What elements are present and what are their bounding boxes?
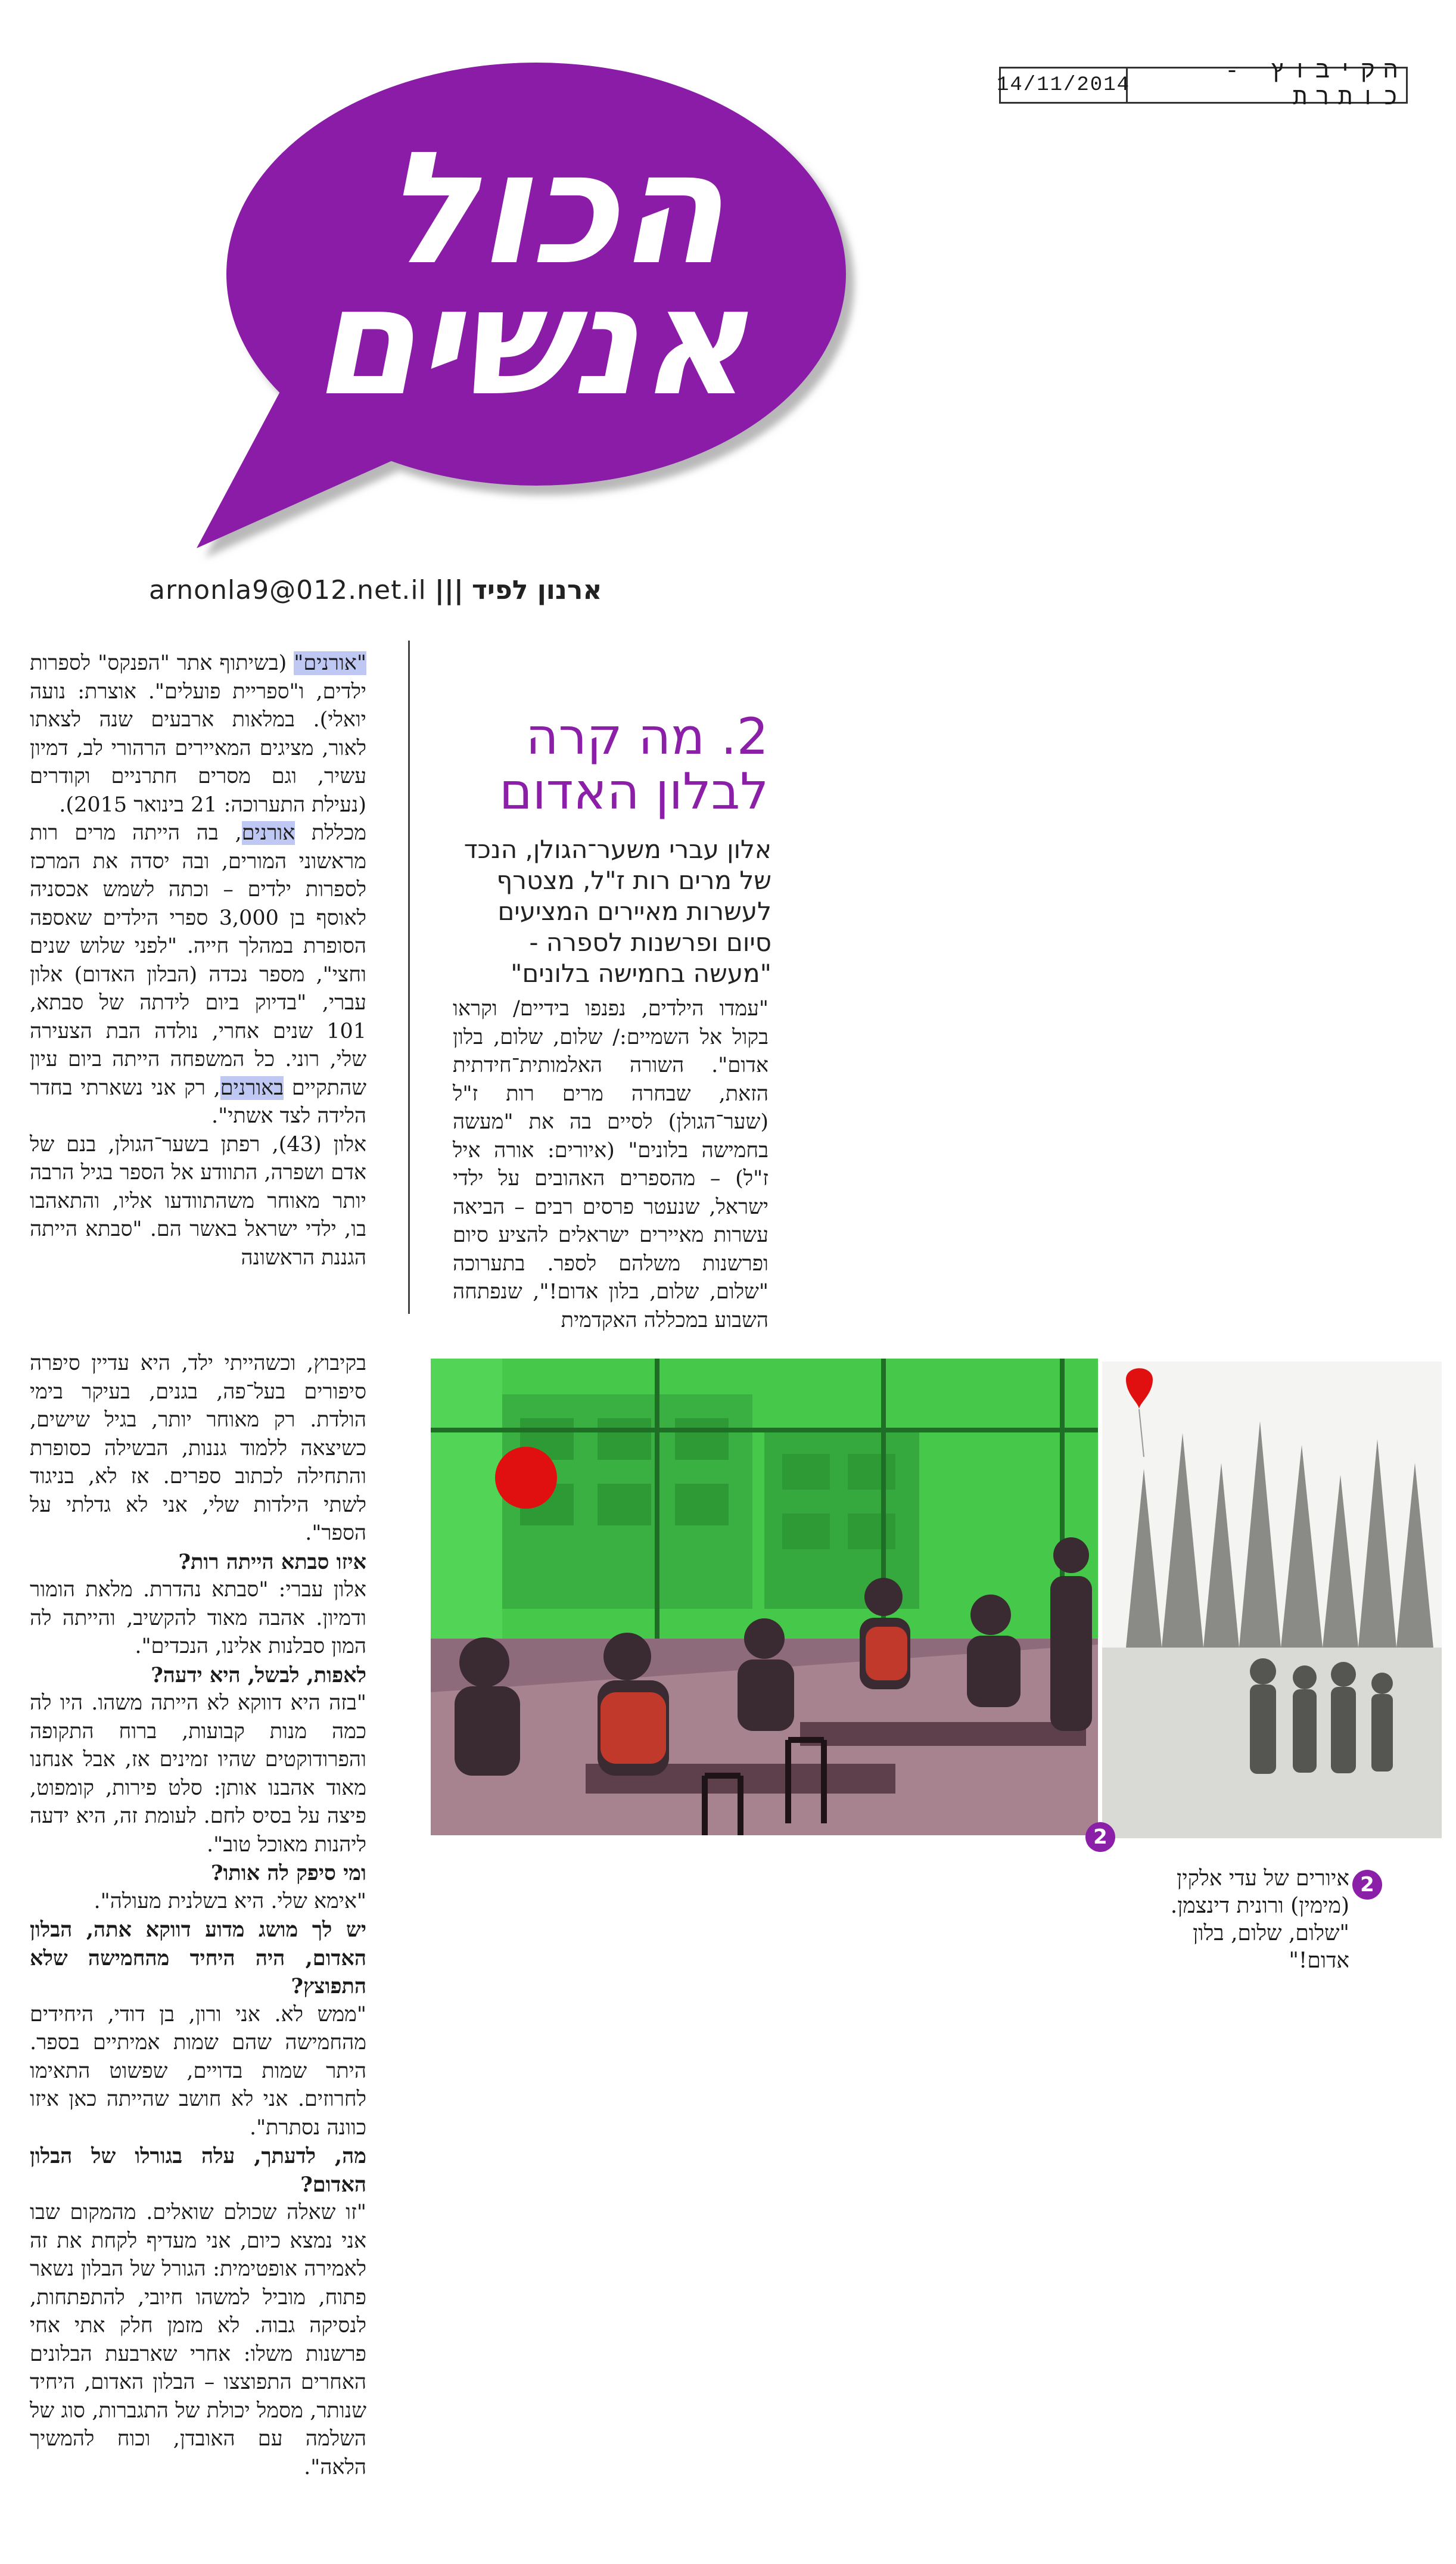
- highlight-term: באורנים: [220, 1076, 284, 1100]
- body-paragraph: "אימא שלי. היא בשלנית מעולה".: [94, 1889, 366, 1913]
- headline-line-2: לבלון האדום: [499, 762, 769, 821]
- byline-separator: |||: [434, 574, 463, 605]
- highlight-term: "אורנים": [294, 651, 366, 675]
- interview-question: לאפות, לבשל, היא ידעה?: [151, 1662, 366, 1687]
- publication-source: הקיבוץ - כותרת: [1224, 58, 1406, 112]
- body-paragraph: "עמדו הילדים, נפנפו בידיים/ וקראו בקול אל השמיים:/ שלום, שלום, בלון אדום". השורה האלמותית־חידתית הזאת, שבחרה מרים רות ז"ל (שער־הגולן) לסיים בה את "מעשה בחמישה בלונים" (איורים: אורה איל ז"ל) – מהספרים האהובים על ילדי ישראל, שנעטר פרסים רבים – הביאה עשרות מאיירים ישראלים להציע סיום ופרשנות משלהם לספר. בתערוכה "שלום, שלום, בלון אדום!", שנפתחה השבוע במכללה האקדמית: [453, 997, 769, 1332]
- interview-question: איזו סבתא הייתה רות?: [178, 1549, 366, 1574]
- column-divider: [408, 641, 410, 1314]
- body-paragraph: בקיבוץ, וכשהייתי ילד, היא עדיין סיפרה סיפורים בעל־פה, בגנים, בעיקר בימי הולדת. רק מאוחר יותר, בגיל שישים, כשיצאה ללמוד גננות, הבשילה כסופרת והתחילה לכתוב ספרים. אז לא, בניגוד לשתי הילדות שלי, אני לא גדלתי על הספר".: [30, 1351, 366, 1545]
- highlight-term: אורנים: [241, 821, 295, 845]
- body-column-right: [453, 995, 769, 1335]
- body-column-left-top: [30, 649, 366, 1272]
- interview-question: מה, לדעתך, עלה בגורלו של הבלון האדום?: [30, 2144, 366, 2197]
- article-subhead: אלון עברי משער־הגולן, הנכד של מרים רות ז"ל, מצטרף לעשרות מאיירים המציעים סיום ופרשנות לספרה - "מעשה בחמישה בלונים": [463, 835, 771, 988]
- body-column-left-bottom: [30, 1350, 366, 2482]
- illustration-trees: [1102, 1362, 1442, 1838]
- publication-date: 14/11/2014: [1001, 69, 1128, 102]
- body-paragraph: אלון (43), רפתן בשער־הגולן, בנם של אדם ושפרה, התוודע אל הספר בגיל הרבה יותר מאוחר משהתוודעו אליו, והתאהבו בו, ילדי ישראל באשר הם. "סבתא הייתה הגננת הראשונה: [30, 1132, 366, 1270]
- body-paragraph: "זו שאלה שכולם שואלים. מהמקום שבו אני נמצא כיום, אני מעדיף לקחת את זה לאמירה אופטימית: הגורל של הבלון נשאר פתוח, מוביל למשהו חיובי, להתפתחות, לנסיקה גבוה. לא מזמן חלק אתי אחי פרשנות משלו: אחרי שארבעת הבלונים האחרים התפוצצו – הבלון האדום, היחיד שנותר, מסמל יכולת של התגברות, סוג של השלמה עם האובדן, וכוח להמשיך הלאה".: [30, 2201, 366, 2479]
- logo-line-2: אנשים: [312, 255, 748, 428]
- article-headline: [459, 709, 769, 819]
- body-paragraph: "ממש לא. אני ורון, בן דודי, היחידים מהחמישה שהם שמות אמיתיים בספר. היתר שמות בדויים, שפשוט התאימו לחרוזים. אני לא חושב שהייתה כאן איזו כוונה נסתרת".: [30, 2002, 366, 2140]
- illustration-cafe: [431, 1359, 1098, 1835]
- interview-question: יש לך מושג מדוע דווקא אתה, הבלון האדום, היה היחיד מהחמישה שלא התפוצץ?: [30, 1917, 366, 1999]
- body-paragraph: "בזה היא דווקא לא הייתה משהו. היו לה כמה מנות קבועות, ברוח התקופה והפרודוקטים שהיו זמינים אז, אבל אנחנו מאוד אהבנו אותן: סלט פירות, קומפוט, פיצה על בסיס לחם. לעומת זה, היא ידעה ליהנות מאוכל טוב".: [30, 1691, 366, 1857]
- author-email[interactable]: arnonla9@012.net.il: [149, 574, 427, 605]
- body-paragraph: "אורנים" (בשיתוף אתר "הפנקס" לספרות ילדים, ו"ספריית פועלים". אוצרת: נועה יואלי). במלאות ארבעים שנה לצאתו לאור, מציגים המאיירים הרהורי לב, דמיון עשיר, וגם מסרים חתרניים וקודרים (נעילת התערוכה: 21 בינואר 2015).: [30, 651, 366, 817]
- byline: [149, 569, 626, 611]
- source-stamp: [996, 58, 1408, 112]
- body-paragraph: מכללת אורנים, בה הייתה מרים רות מראשוני המורים, ובה יסדה את המרכז לספרות ילדים – וכתה לשמש אכסניה לאוסף בן 3,000 ספרי הילדים שאספה הסופרת במהלך חייה. "לפני שלוש שנים וחצי", מספר נכדה (הבלון האדום) אלון עברי, "בדיוק ביום לידתה של סבתא, 101 שנים אחרי, נולדה הבת הצעירה שלי, רוני. כל המשפחה הייתה ביום עיון שהתקיים באורנים, רק אני נשארתי בחדר הלידה לצד אשתי".: [30, 821, 366, 1128]
- body-paragraph: אלון עברי: "סבתא נהדרת. מלאת הומור ודמיון. אהבה מאוד להקשיב, והייתה לה המון סבלנות אלינו, הנכדים".: [30, 1578, 366, 1658]
- headline-line-1: 2. מה קרה: [525, 707, 769, 766]
- interview-question: ומי סיפק לה אותו?: [210, 1861, 366, 1885]
- column-logo: [173, 36, 864, 572]
- author-name: ארנון לפיד: [472, 574, 602, 605]
- logo-line-1: הכול: [383, 119, 725, 299]
- caption-number-badge: 2: [1352, 1870, 1382, 1900]
- illustration-number-badge: 2: [1085, 1822, 1115, 1852]
- red-balloon-icon: [495, 1447, 557, 1509]
- illustration-caption: איורים של עדי אלקין (מימין) ורונית דינצמן. "שלום, שלום, בלון אדום!": [1170, 1866, 1349, 1973]
